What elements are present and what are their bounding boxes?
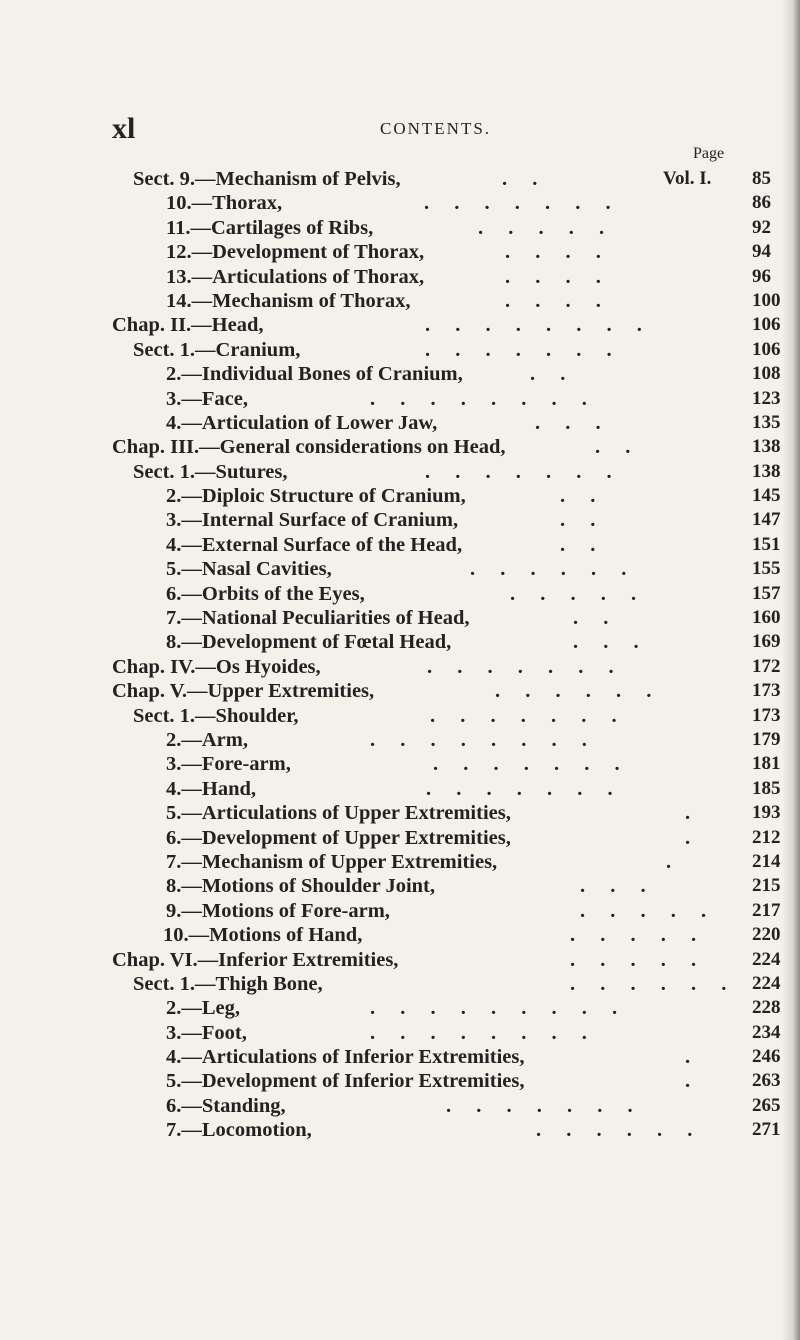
entry-title: 3.—Fore-arm, — [166, 753, 291, 776]
dot-leader: . — [685, 1046, 701, 1069]
entry-title: Sect. 1.—Sutures, — [133, 460, 288, 483]
entry-page-number: 138 — [752, 436, 781, 458]
contents-entry — [0, 1069, 800, 1093]
contents-entry — [0, 996, 800, 1020]
entry-page-number: 193 — [752, 802, 781, 824]
dot-leader: . . . . — [505, 289, 611, 312]
entry-page-number: 145 — [752, 485, 781, 507]
dot-leader: . . . . . . . — [427, 655, 624, 678]
contents-entry — [0, 216, 800, 240]
contents-entry — [0, 655, 800, 679]
entry-page-number: 173 — [752, 680, 781, 702]
entry-page-number: 123 — [752, 387, 781, 409]
contents-entry — [0, 460, 800, 484]
entry-page-number: 85 — [752, 168, 771, 189]
entry-title: 2.—Individual Bones of Cranium, — [166, 363, 463, 386]
entry-title: 11.—Cartilages of Ribs, — [166, 216, 374, 239]
dot-leader: . . . — [580, 875, 656, 898]
entry-title: 4.—External Surface of the Head, — [166, 533, 463, 556]
entry-page-number: 86 — [752, 192, 771, 214]
dot-leader: . . . — [573, 631, 649, 654]
entry-title: 9.—Motions of Fore-arm, — [166, 899, 390, 922]
entry-page-number: 212 — [752, 826, 781, 848]
entry-title: 3.—Face, — [166, 387, 248, 410]
entry-page-number: 155 — [752, 558, 781, 580]
entry-title: Sect. 1.—Shoulder, — [133, 704, 299, 727]
contents-entry — [0, 1094, 800, 1118]
dot-leader: . . — [530, 363, 576, 386]
entry-title: 4.—Articulation of Lower Jaw, — [166, 411, 438, 434]
entry-title: 5.—Articulations of Upper Extremities, — [166, 802, 511, 825]
entry-page-number: 220 — [752, 924, 781, 946]
dot-leader: . . — [560, 509, 606, 532]
dot-leader: . . . . . . — [495, 680, 662, 703]
contents-entry — [0, 265, 800, 289]
dot-leader: . . . — [535, 411, 611, 434]
dot-leader: . . . . . . . — [446, 1094, 643, 1117]
entry-page-number: 179 — [752, 728, 781, 750]
contents-list — [0, 167, 800, 1143]
contents-entry — [0, 1021, 800, 1045]
entry-page-number: 228 — [752, 997, 781, 1019]
contents-entry — [0, 240, 800, 264]
entry-page-number: 92 — [752, 216, 771, 238]
entry-page-number: 106 — [752, 314, 781, 336]
contents-entry — [0, 191, 800, 215]
contents-entry — [0, 850, 800, 874]
contents-entry — [0, 899, 800, 923]
dot-leader: . . . . . . . . — [370, 387, 597, 410]
contents-entry — [0, 484, 800, 508]
dot-leader: . . . . . — [478, 216, 615, 239]
contents-entry — [0, 679, 800, 703]
entry-title: 4.—Articulations of Inferior Extremities, — [166, 1046, 525, 1069]
dot-leader: . . . . . . — [536, 1119, 703, 1142]
entry-page-number: 271 — [752, 1119, 781, 1141]
entry-page-number: 94 — [752, 241, 771, 263]
entry-title: Chap. II.—Head, — [112, 314, 264, 337]
contents-entry — [0, 289, 800, 313]
entry-title: 12.—Development of Thorax, — [166, 241, 425, 264]
entry-title: 8.—Motions of Shoulder Joint, — [166, 875, 436, 898]
contents-entry — [0, 1045, 800, 1069]
entry-page-number: 185 — [752, 777, 781, 799]
dot-leader: . — [685, 1070, 701, 1093]
entry-title: Chap. V.—Upper Extremities, — [112, 680, 375, 703]
dot-leader: . . . . . . . . — [370, 728, 597, 751]
contents-entry — [0, 508, 800, 532]
entry-page-number: 224 — [752, 948, 781, 970]
dot-leader: . . — [573, 607, 619, 630]
entry-title: 2.—Diploic Structure of Cranium, — [166, 485, 466, 508]
entry-page-number: 263 — [752, 1070, 781, 1092]
contents-entry — [0, 435, 800, 459]
entry-page-number: 138 — [752, 460, 781, 482]
dot-leader: . . . . . — [580, 899, 717, 922]
entry-title: 7.—Locomotion, — [166, 1119, 312, 1142]
page-header — [112, 112, 712, 148]
dot-leader: . . — [502, 168, 548, 190]
dot-leader: . . . . . — [510, 582, 647, 605]
entry-page-number: 217 — [752, 899, 781, 921]
dot-leader: . . . . . . — [570, 972, 737, 995]
page-number: xl — [112, 112, 136, 145]
entry-page-number: 96 — [752, 265, 771, 287]
entry-title: 3.—Foot, — [166, 1021, 247, 1044]
contents-entry — [0, 167, 800, 191]
entry-page-number: 169 — [752, 631, 781, 653]
contents-entry — [0, 923, 800, 947]
dot-leader: . . . . . . . — [425, 460, 622, 483]
entry-page-number: 214 — [752, 850, 781, 872]
dot-leader: . . . . . . — [470, 558, 637, 581]
entry-page-number: 108 — [752, 363, 781, 385]
contents-entry — [0, 826, 800, 850]
entry-page-number: 135 — [752, 411, 781, 433]
entry-title: Sect. 1.—Cranium, — [133, 338, 301, 361]
entry-page-number: 157 — [752, 582, 781, 604]
dot-leader: . . — [560, 533, 606, 556]
entry-page-number: 224 — [752, 972, 781, 994]
entry-title: 6.—Standing, — [166, 1094, 286, 1117]
dot-leader: . . — [560, 485, 606, 508]
dot-leader: . . . . . . . — [430, 704, 627, 727]
contents-entry — [0, 313, 800, 337]
dot-leader: . — [685, 802, 701, 825]
entry-title: 10.—Motions of Hand, — [163, 924, 363, 947]
entry-title: 10.—Thorax, — [166, 192, 283, 215]
entry-page-number: 172 — [752, 655, 781, 677]
dot-leader: . . . . . — [570, 948, 707, 971]
entry-title: 2.—Leg, — [166, 997, 241, 1020]
entry-title: 6.—Orbits of the Eyes, — [166, 582, 365, 605]
entry-page-number: 173 — [752, 704, 781, 726]
contents-entry — [0, 777, 800, 801]
entry-title: Sect. 9.—Mechanism of Pelvis, — [133, 168, 401, 190]
entry-page-number: 160 — [752, 607, 781, 629]
entry-title: Chap. IV.—Os Hyoides, — [112, 655, 321, 678]
entry-title: 7.—National Peculiarities of Head, — [166, 607, 470, 630]
contents-entry — [0, 630, 800, 654]
dot-leader: . — [685, 826, 701, 849]
entry-title: 3.—Internal Surface of Cranium, — [166, 509, 459, 532]
contents-entry — [0, 387, 800, 411]
running-title: CONTENTS. — [380, 119, 492, 138]
entry-page-number: 234 — [752, 1021, 781, 1043]
entry-title: 4.—Hand, — [166, 777, 256, 800]
entry-title: 6.—Development of Upper Extremities, — [166, 826, 511, 849]
page-column-label: Page — [693, 145, 725, 162]
dot-leader: . . . . . . . — [425, 338, 622, 361]
contents-entry — [0, 606, 800, 630]
entry-page-number: 106 — [752, 338, 781, 360]
entry-page-number: 151 — [752, 533, 781, 555]
volume-label: Vol. I. — [663, 168, 712, 189]
dot-leader: . . . . . . . . . — [370, 997, 628, 1020]
entry-title: 14.—Mechanism of Thorax, — [166, 289, 411, 312]
dot-leader: . . . . . . . — [426, 777, 623, 800]
contents-entry — [0, 362, 800, 386]
entry-page-number: 181 — [752, 753, 781, 775]
dot-leader: . . . . . . . . — [425, 314, 652, 337]
contents-entry — [0, 801, 800, 825]
entry-title: Chap. III.—General considerations on Head, — [112, 436, 506, 459]
dot-leader: . . . . . . . . — [370, 1021, 597, 1044]
dot-leader: . . — [595, 436, 641, 459]
entry-title: 8.—Development of Fœtal Head, — [166, 631, 452, 654]
dot-leader: . . . . . . . — [424, 192, 621, 215]
contents-entry — [0, 972, 800, 996]
dot-leader: . — [666, 850, 682, 873]
contents-entry — [0, 704, 800, 728]
contents-entry — [0, 1118, 800, 1142]
contents-entry — [0, 582, 800, 606]
entry-page-number: 147 — [752, 509, 781, 531]
contents-entry — [0, 338, 800, 362]
contents-entry — [0, 948, 800, 972]
entry-page-number: 246 — [752, 1046, 781, 1068]
contents-entry — [0, 874, 800, 898]
entry-title: Sect. 1.—Thigh Bone, — [133, 972, 323, 995]
entry-page-number: 215 — [752, 875, 781, 897]
contents-entry — [0, 533, 800, 557]
entry-title: 5.—Development of Inferior Extremities, — [166, 1070, 525, 1093]
contents-entry — [0, 411, 800, 435]
contents-entry — [0, 752, 800, 776]
dot-leader: . . . . . . . — [433, 753, 630, 776]
entry-title: 5.—Nasal Cavities, — [166, 558, 332, 581]
dot-leader: . . . . — [505, 241, 611, 264]
entry-title: Chap. VI.—Inferior Extremities, — [112, 948, 399, 971]
contents-entry — [0, 557, 800, 581]
entry-title: 2.—Arm, — [166, 728, 248, 751]
contents-entry — [0, 728, 800, 752]
dot-leader: . . . . . — [570, 924, 707, 947]
entry-title: 7.—Mechanism of Upper Extremities, — [166, 850, 498, 873]
dot-leader: . . . . — [505, 265, 611, 288]
entry-page-number: 265 — [752, 1094, 781, 1116]
entry-title: 13.—Articulations of Thorax, — [166, 265, 425, 288]
entry-page-number: 100 — [752, 289, 781, 311]
